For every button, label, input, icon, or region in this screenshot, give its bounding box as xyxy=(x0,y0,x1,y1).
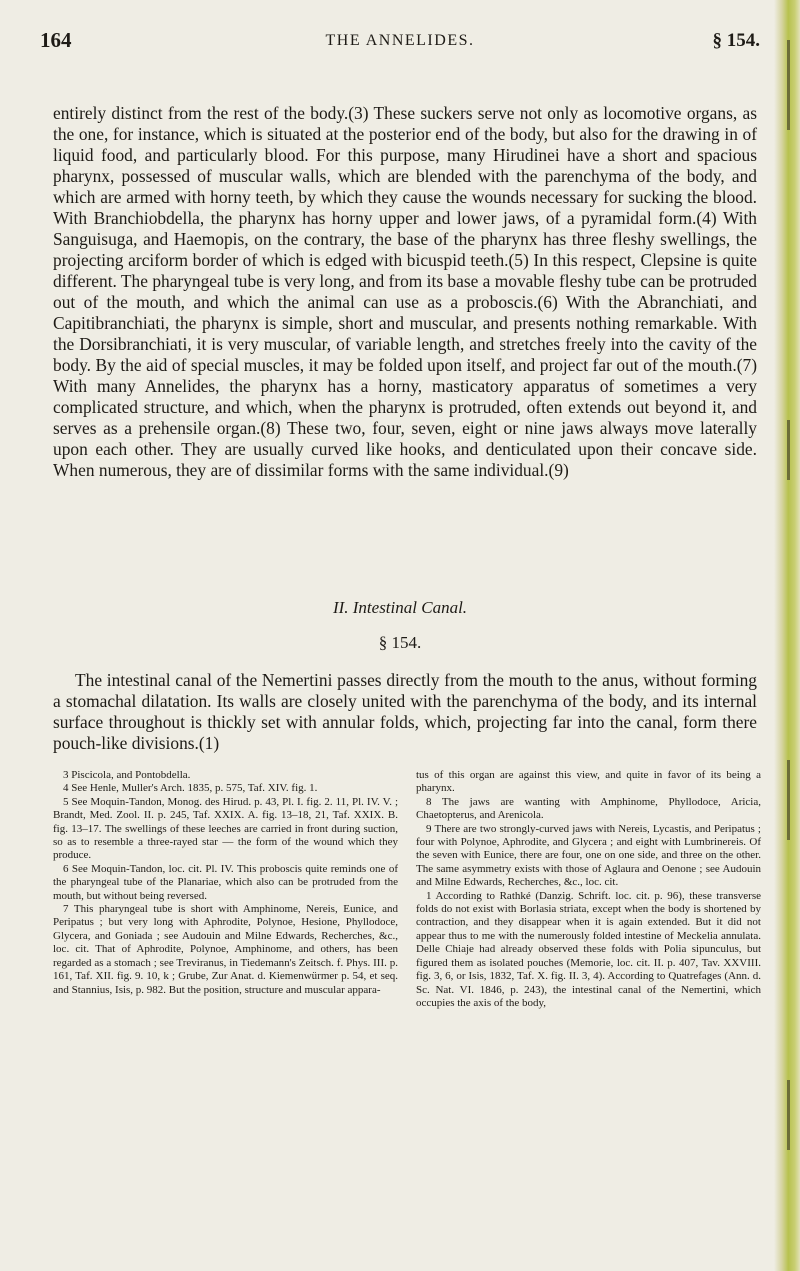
footnotes-left-column xyxy=(53,769,398,1010)
spine-mark xyxy=(787,1080,790,1150)
section-reference: § 154. xyxy=(712,30,760,51)
footnote: 6 See Moquin-Tandon, loc. cit. Pl. IV. This proboscis quite reminds one of the pharyngeal tube of the Planariae, which also can be protruded from the mouth, but without being reversed. xyxy=(53,862,398,902)
footnote: 8 The jaws are wanting with Amphinome, Phyllodoce, Aricia, Chaetopterus, and Arenicola. xyxy=(416,795,761,822)
running-title: THE ANNELIDES. xyxy=(325,32,475,49)
footnote-continuation: tus of this organ are against this view, and quite in favor of its being a pharynx. xyxy=(416,769,761,795)
body-paragraph-intestine: The intestinal canal of the Nemertini passes directly from the mouth to the anus, without forming a stomachal dilatation. Its walls are closely united with the parenchyma of the body, and its internal surface throughout is thickly set with annular folds, which, projecting far into the canal, form there pouch-like divisions.(1) xyxy=(53,670,757,753)
footnotes xyxy=(53,769,761,1010)
footnote: 3 Piscicola, and Pontobdella. xyxy=(63,769,191,781)
running-header xyxy=(40,28,760,58)
section-heading: § 154. xyxy=(378,633,422,652)
footnotes-right-column xyxy=(416,769,761,1010)
subheading-intestinal-canal: II. Intestinal Canal. xyxy=(332,598,468,617)
spine-mark xyxy=(787,760,790,840)
footnote: 9 There are two strongly-curved jaws with Nereis, Lycastis, and Peripatus ; four with Polynoe, Aphrodite, and Glycera ; and eight with Lumbrinereis. Of the seven with Eunice, there are four, one on one side, and three on the other. The same asymmetry exists with those of Aglaura and Oenone ; see Audouin and Milne Edwards, Recherches, &c., loc. cit. xyxy=(416,822,761,889)
body-paragraph-pharynx: entirely distinct from the rest of the body.(3) These suckers serve not only as locomotive organs, as the one, for instance, which is situated at the posterior end of the body, but also for the drawing in of liquid food, and particularly blood. For this purpose, many Hirudinei have a short and spacious pharynx, possessed of muscular walls, which are blended with the parenchyma of the body, and which are armed with horny teeth, by which they cause the wounds necessary for sucking the blood. With Branchiobdella, the pharynx has horny upper and lower jaws, of a pyramidal form.(4) With Sanguisuga, and Haemopis, on the contrary, the base of the pharynx has three fleshy swellings, the projecting arciform border of which is edged with bicuspid teeth.(5) In this respect, Clepsine is quite different. The pharyngeal tube is very long, and from its base a movable fleshy tube can be protruded out of the mouth, and which the animal can use as a proboscis.(6) With the Abranchiati, and Capitibranchiati, the pharynx is simple, short and muscular, and presents nothing remarkable. With the Dorsibranchiati, it is very muscular, of variable length, and stretches freely into the cavity of the body. By the aid of special muscles, it may be folded upon itself, and project far out of the mouth.(7) With many Annelides, the pharynx has a horny, masticatory apparatus of sometimes a very complicated structure, and which, when the pharynx is protruded, often extends out beyond it, and serves as a prehensile organ.(8) These two, four, seven, eight or nine jaws always move laterally upon each other. They are usually curved like hooks, and denticulated upon their concave side. When numerous, they are of dissimilar forms with the same individual.(9) xyxy=(53,103,757,480)
footnote: 5 See Moquin-Tandon, Monog. des Hirud. p. 43, Pl. I. fig. 2. 11, Pl. IV. V. ; Brandt, Med. Zool. II. p. 245, Taf. XXIX. A. fig. 13–18, 21, Taf. XXIX. B. fig. 13–17. The swellings of these leeches are carried in front during suction, so as to resemble a three-rayed star — the form of the wound which they produce. xyxy=(53,795,398,862)
footnote: 1 According to Rathké (Danzig. Schrift. loc. cit. p. 96), these transverse folds do not exist with Borlasia striata, except when the body is shortened by contraction, and they disappear when it is again extended. But it did not appear thus to me with the numerously folded intestine of Meckelia annulata. Delle Chiaje had already observed these folds with Polia sipunculus, but figured them as isolated pouches (Memorie, loc. cit. II. p. 407, Tav. XXVIII. fig. 3, 6, or Isis, 1832, Taf. X. fig. II. 3, 4). According to Quatrefages (Ann. d. Sc. Nat. VI. 1846, p. 243), the intestinal canal of the Nemertini, which occupies the axis of the body, xyxy=(416,889,761,1009)
footnote: 7 This pharyngeal tube is short with Amphinome, Nereis, Eunice, and Peripatus ; but very long with Aphrodite, Polynoe, Hesione, Phyllodoce, Glycera, and Goniada ; see Audouin and Milne Edwards, Recherches, &c., loc. cit. That of Aphrodite, Polynoe, Amphinome, and others, has been regarded as a stomach ; see Treviranus, in Tiedemann's Zeitsch. f. Phys. III. p. 161, Taf. XII. fig. 9. 10, k ; Grube, Zur Anat. d. Kiemenwürmer p. 54, et seq. and Stannius, Isis, p. 982. But the position, structure and muscular appara- xyxy=(53,903,398,996)
footnote: 4 See Henle, Muller's Arch. 1835, p. 575, Taf. XIV. fig. 1. xyxy=(63,782,318,795)
page-number: 164 xyxy=(40,28,72,52)
spine-mark xyxy=(787,420,790,480)
spine-mark xyxy=(787,40,790,130)
